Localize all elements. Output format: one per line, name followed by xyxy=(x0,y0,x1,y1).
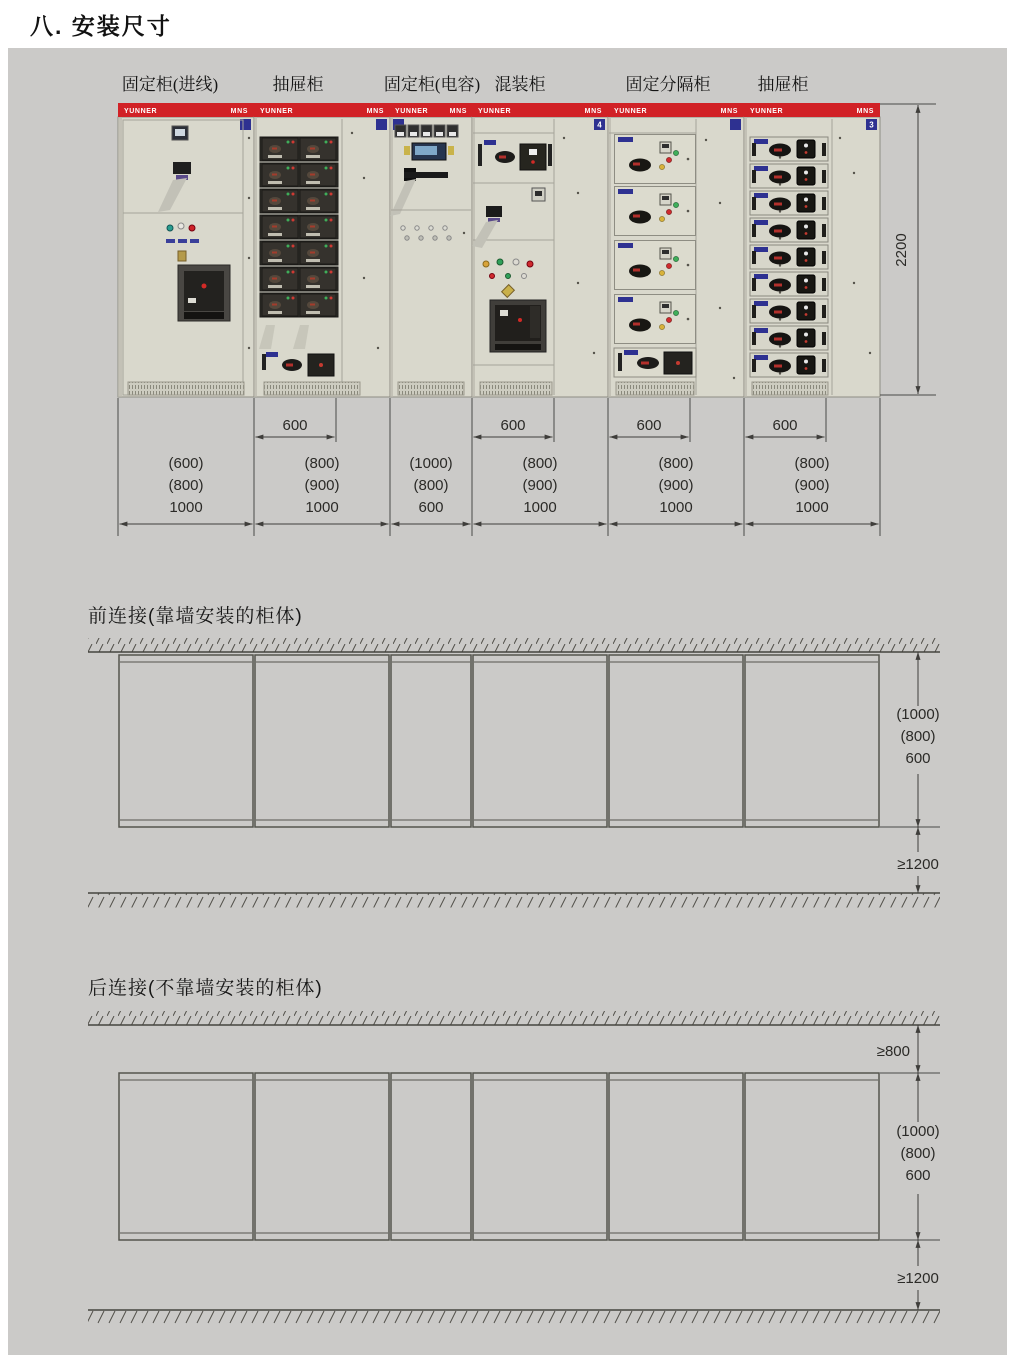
width-option: (800) xyxy=(658,455,694,472)
width-option: 1000 xyxy=(795,499,829,516)
depth-option: 600 xyxy=(905,750,931,767)
depth-option: (800) xyxy=(900,1145,936,1162)
width-option: (600) xyxy=(168,455,204,472)
cabinet-label: 抽屉柜 xyxy=(757,75,809,94)
brand-left: YUNNER xyxy=(395,108,429,115)
cabinet-label: 固定柜(进线) xyxy=(121,75,219,94)
width-option: (900) xyxy=(794,477,830,494)
aisle-label: ≥1200 xyxy=(897,856,939,873)
rear-connection-title: 后连接(不靠墙安装的柜体) xyxy=(88,978,323,999)
cabinet-fixed-incoming xyxy=(118,103,254,397)
cabinet-type-labels xyxy=(122,75,809,94)
width-option: (800) xyxy=(522,455,558,472)
width-option: 600 xyxy=(418,499,444,516)
cabinet-drawer-2 xyxy=(744,103,880,397)
wall-hatch xyxy=(88,638,940,652)
width-option: 1000 xyxy=(659,499,693,516)
cabinet-label: 混装柜 xyxy=(494,75,546,94)
width-dimension-group xyxy=(120,455,879,524)
width-option: (800) xyxy=(304,455,340,472)
depth-option: 600 xyxy=(905,1167,931,1184)
brand-right: MNS xyxy=(366,108,384,115)
cabinet-fixed-compartment xyxy=(608,103,744,397)
cabinet-mixed xyxy=(472,103,608,397)
aisle-dimension xyxy=(897,1240,939,1310)
dim-600-group xyxy=(256,417,825,437)
brand-left: YUNNER xyxy=(124,108,158,115)
cabinet-badge: 4 xyxy=(597,120,602,130)
height-dim-label: 2200 xyxy=(893,233,910,267)
brand-left: YUNNER xyxy=(750,108,784,115)
rear-connection-figure xyxy=(8,960,1007,1340)
width-option: 1000 xyxy=(169,499,203,516)
depth-dimension xyxy=(880,652,940,827)
brand-right: MNS xyxy=(856,108,874,115)
brand-right: MNS xyxy=(230,108,248,115)
wall-hatch xyxy=(88,1011,940,1025)
wall-gap-dimension xyxy=(877,1025,918,1073)
dim-600: 600 xyxy=(636,417,662,434)
width-option: (800) xyxy=(413,477,449,494)
brand-right: MNS xyxy=(720,108,738,115)
dim-600: 600 xyxy=(282,417,308,434)
depth-option: (800) xyxy=(900,728,936,745)
cabinet-lineup-figure xyxy=(8,48,1007,588)
width-option: (800) xyxy=(794,455,830,472)
dim-600: 600 xyxy=(500,417,526,434)
cabinet-label: 抽屉柜 xyxy=(272,75,324,94)
depth-option: (1000) xyxy=(896,1123,940,1140)
width-option: (900) xyxy=(522,477,558,494)
depth-dimension xyxy=(880,1073,940,1240)
depth-option: (1000) xyxy=(896,706,940,723)
drawer-stack xyxy=(750,137,828,377)
width-option: (900) xyxy=(658,477,694,494)
cabinet-drawer-1 xyxy=(254,103,390,397)
brand-right: MNS xyxy=(449,108,467,115)
meter-row xyxy=(395,125,458,137)
brand-left: YUNNER xyxy=(478,108,512,115)
front-connection-title: 前连接(靠墙安装的柜体) xyxy=(88,606,303,627)
aisle-hatch xyxy=(88,1311,940,1325)
brand-right: MNS xyxy=(584,108,602,115)
width-option: 1000 xyxy=(305,499,339,516)
cabinet-badge: 3 xyxy=(869,120,874,130)
cabinet-label: 固定柜(电容) xyxy=(383,75,481,94)
front-connection-figure xyxy=(8,588,1007,918)
wall-gap-label: ≥800 xyxy=(876,1043,910,1060)
page-title: 八. 安装尺寸 xyxy=(30,13,172,39)
drawer-stack xyxy=(260,137,338,317)
plan-cabinets xyxy=(119,655,879,827)
height-dimension xyxy=(880,104,936,395)
width-option: (900) xyxy=(304,477,340,494)
cabinet-fixed-capacitor xyxy=(390,103,472,397)
cabinet-label: 固定分隔柜 xyxy=(625,75,711,94)
aisle-dimension xyxy=(897,827,939,893)
brand-left: YUNNER xyxy=(614,108,648,115)
width-option: (800) xyxy=(168,477,204,494)
dim-600: 600 xyxy=(772,417,798,434)
content-panel xyxy=(8,48,1007,1355)
width-option: (1000) xyxy=(409,455,453,472)
aisle-label: ≥1200 xyxy=(897,1270,939,1287)
plan-cabinets xyxy=(119,1073,879,1240)
width-option: 1000 xyxy=(523,499,557,516)
brand-left: YUNNER xyxy=(260,108,294,115)
width-extension-lines xyxy=(118,398,880,536)
aisle-hatch xyxy=(88,894,940,908)
